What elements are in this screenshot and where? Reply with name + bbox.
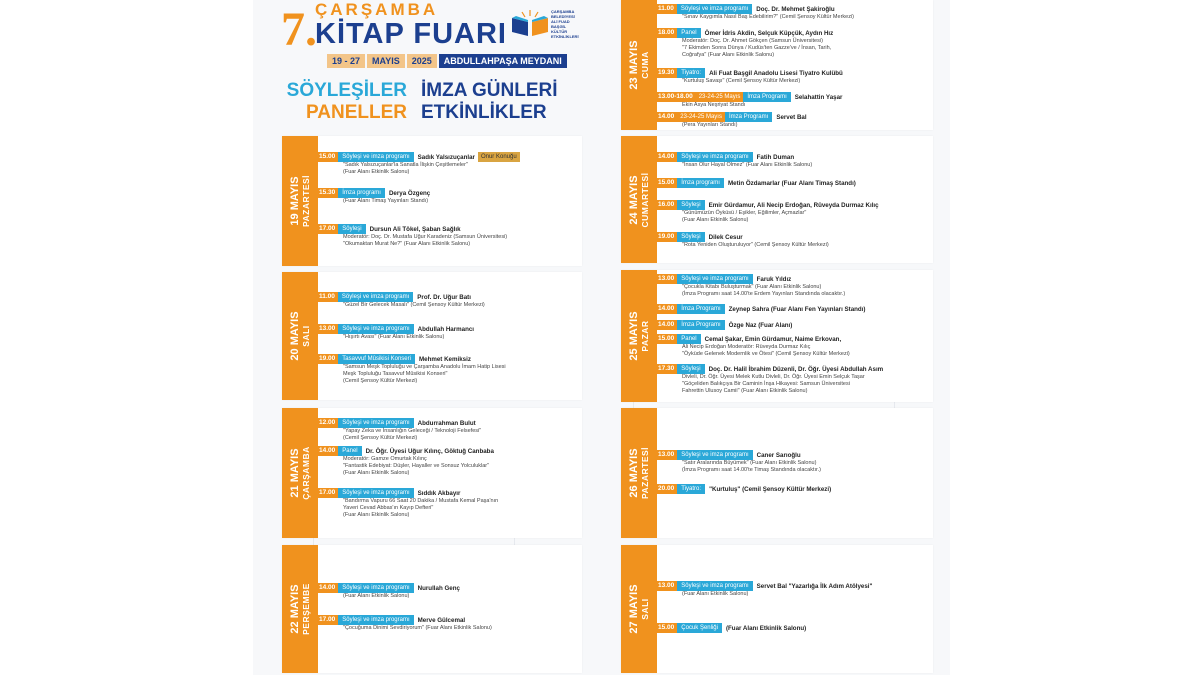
day-weekday: SALI xyxy=(301,325,311,347)
day-card xyxy=(621,408,933,538)
event-speaker: Ömer İdris Akdin, Selçuk Küpçük, Aydın Hız xyxy=(704,29,834,37)
event-time: 17.00 xyxy=(316,615,338,625)
event-speaker: Özge Naz (Fuar Alanı) xyxy=(728,321,793,329)
event-header xyxy=(655,581,933,591)
section-title-left xyxy=(277,80,407,124)
day-tab xyxy=(282,272,318,400)
event-speaker: Metin Özdamarlar (Fuar Alanı Timaş Standı) xyxy=(727,179,856,187)
event-item xyxy=(316,188,582,205)
event-speaker: Faruk Yıldız xyxy=(756,275,792,283)
poster-header xyxy=(253,0,598,130)
event-time: 13.00-18.00 xyxy=(655,92,696,102)
event-speaker: Sıddık Akbayır xyxy=(417,489,461,497)
event-item xyxy=(655,450,933,474)
date-bar xyxy=(327,54,567,68)
event-speaker: (Fuar Alanı Etkinlik Salonu) xyxy=(725,624,807,632)
day-card xyxy=(282,272,582,400)
event-item xyxy=(655,320,933,330)
event-header xyxy=(655,450,933,460)
event-time: 13.00 xyxy=(655,274,677,284)
day-label xyxy=(628,584,650,633)
day-card xyxy=(621,0,933,130)
event-header xyxy=(655,152,933,162)
event-speaker: Cemal Şakar, Emin Gürdamur, Naime Erkovan, xyxy=(704,335,842,343)
fair-title: KİTAP FUARI xyxy=(315,18,507,50)
event-tag: Onur Konuğu xyxy=(478,152,520,162)
event-speaker: Mehmet Kemiksiz xyxy=(418,355,471,363)
event-description: Yaveri Cevad Abbas'ın Kayıp Defteri" xyxy=(343,505,434,511)
event-item xyxy=(316,324,582,341)
event-item xyxy=(655,200,933,224)
event-item xyxy=(316,292,582,309)
event-type: Söyleşi ve imza programı xyxy=(338,488,413,498)
day-weekday: CUMA xyxy=(640,51,650,79)
event-type: Söyleşi ve imza programı xyxy=(677,274,752,284)
day-card xyxy=(621,136,933,263)
event-item xyxy=(316,354,582,385)
event-speaker: Nurullah Genç xyxy=(417,584,460,592)
event-item xyxy=(655,178,933,188)
event-header xyxy=(316,188,582,198)
event-item xyxy=(316,418,582,442)
event-speaker: Dr. Öğr. Üyesi Uğur Kılınç, Göktuğ Canbaba xyxy=(365,447,494,455)
day-date: 25 MAYIS xyxy=(628,311,640,361)
event-description: Moderatör: Doç. Dr. Mustafa Uğur Karadeniz (Samsun Üniversitesi) xyxy=(343,234,508,240)
event-speaker: Derya Özgenç xyxy=(388,189,431,197)
event-description: (Fuar Alanı Timaş Yayınları Standı) xyxy=(343,198,429,204)
event-description: "Günümüzün Öyküsü / Eşikler, Eğilimler, Açmazlar" xyxy=(682,210,807,216)
event-item xyxy=(316,224,582,248)
day-card xyxy=(621,270,933,402)
event-speaker: Dursun Ali Tökel, Şaban Sağlık xyxy=(369,225,461,233)
event-time: 14.00 xyxy=(655,320,677,330)
event-speaker: Fatih Duman xyxy=(756,153,795,161)
event-item xyxy=(655,623,933,633)
event-description: Moderatör: Gamze Omurtak Kılınç xyxy=(343,456,427,462)
event-speaker: Caner Sarıoğlu xyxy=(756,451,801,459)
event-time: 15.30 xyxy=(316,188,338,198)
event-item xyxy=(316,615,582,632)
event-type: Söyleşi xyxy=(338,224,365,234)
day-card xyxy=(621,545,933,673)
event-description: "Sadık Yalsızuçanlar'la Sanatla İlişkin Çeşitlemeler" xyxy=(343,162,468,168)
event-item xyxy=(655,232,933,249)
event-header xyxy=(655,200,933,210)
event-description: Fahrettin Ulusoy Camii" (Fuar Alanı Etkinlik Salonu) xyxy=(682,388,808,394)
event-item xyxy=(655,581,933,598)
event-time: 16.00 xyxy=(655,200,677,210)
event-description: "7 Ekimden Sonra Dünya / Kudüs'ten Gazze've / İnsan, Tarih, xyxy=(682,45,832,51)
logo-text: ÇARŞAMBA BELEDİYESİ ALİ FUAD BAŞGİL KÜLTÜR ETKİNLİKLERİ xyxy=(551,9,579,39)
event-description: Coğrafya" (Fuar Alanı Etkinlik Salonu) xyxy=(682,52,775,58)
event-item xyxy=(655,304,933,314)
event-description: (Fuar Alanı Etkinlik Salonu) xyxy=(682,217,749,223)
event-description: "Çocuğuma Dinimi Sevdiriyorum" (Fuar Alanı Etkinlik Salonu) xyxy=(343,625,492,631)
event-description: Divleli, Dr. Öğr. Üyesi Melek Kutlu Divleli, Dr. Öğr. Üyesi Emin Selçuk Taşar xyxy=(682,374,865,380)
day-tab xyxy=(282,136,318,266)
event-description: (Fuar Alanı Etkinlik Salonu) xyxy=(343,169,410,175)
title-paneller: PANELLER xyxy=(306,102,407,123)
event-time: 14.00 xyxy=(316,446,338,456)
event-speaker: Servet Bal "Yazarlığa İlk Adım Atölyesi" xyxy=(756,582,873,590)
day-date: 27 MAYIS xyxy=(628,584,640,634)
event-type: İmza Programı xyxy=(725,112,772,122)
event-description: (Fuar Alanı Etkinlik Salonu) xyxy=(343,512,410,518)
day-label xyxy=(628,447,650,499)
event-type: İmza Programı xyxy=(677,320,724,330)
event-description: "Çocukla Kitabı Buluşturmak" (Fuar Alanı Etkinlik Salonu) xyxy=(682,284,822,290)
event-time: 14.00 xyxy=(316,583,338,593)
event-header xyxy=(316,583,582,593)
event-type: Söyleşi ve imza programı xyxy=(677,4,752,14)
event-description: Meşk Topluluğu Tasavvuf Mûsikisi Konseri" xyxy=(343,371,448,377)
event-item xyxy=(316,583,582,600)
event-type: Söyleşi ve imza programı xyxy=(338,324,413,334)
event-header xyxy=(655,28,933,38)
event-item xyxy=(655,274,933,298)
event-speaker: Emir Gürdamur, Ali Necip Erdoğan, Rüveyda Durmaz Kılıç xyxy=(708,201,879,209)
event-description: "Güzel Bir Gelecek Masalı" (Cemil Şensoy Kültür Merkezi) xyxy=(343,302,485,308)
title-etkinlikler: ETKİNLİKLER xyxy=(421,102,547,123)
event-type: Söyleşi ve imza programı xyxy=(338,583,413,593)
day-card xyxy=(282,136,582,266)
event-time: 20.00 xyxy=(655,484,677,494)
event-date-chip: 23-24-25 Mayıs xyxy=(677,112,725,122)
event-description: "Satır Aralarında Büyümek" (Fuar Alanı Etkinlik Salonu) xyxy=(682,460,817,466)
event-description: "Kurtuluş Savaşı" (Cemil Şensoy Kültür Merkezi) xyxy=(682,78,801,84)
event-header xyxy=(655,304,933,314)
day-label xyxy=(289,311,311,360)
event-header xyxy=(655,112,933,122)
event-header xyxy=(655,178,933,188)
event-header xyxy=(655,68,933,78)
day-date: 23 MAYIS xyxy=(628,40,640,90)
event-header xyxy=(316,615,582,625)
event-description: (İmza Programı saat 14.00'te Timaş Standında olacaktır.) xyxy=(682,467,821,473)
day-label xyxy=(628,40,650,89)
day-tab xyxy=(621,545,657,673)
day-date: 21 MAYIS xyxy=(289,448,301,498)
event-description: (Fuar Alanı Etkinlik Salonu) xyxy=(343,470,410,476)
event-item xyxy=(316,152,582,176)
event-type: İmza programı xyxy=(677,178,724,188)
day-label xyxy=(289,583,311,635)
event-speaker: Servet Bal xyxy=(776,113,807,121)
event-item xyxy=(655,364,933,395)
event-type: Söyleşi ve imza programı xyxy=(677,450,752,460)
event-type: Panel xyxy=(338,446,361,456)
event-type: Söyleşi ve imza programı xyxy=(677,581,752,591)
event-type: Söyleşi xyxy=(677,232,704,242)
event-time: 11.00 xyxy=(655,4,677,14)
day-tab xyxy=(621,0,657,130)
event-type: İmza Programı xyxy=(677,304,724,314)
event-description: Ekin Asya Neşriyat Standı xyxy=(682,102,746,108)
day-tab xyxy=(621,136,657,263)
event-time: 14.00 xyxy=(655,152,677,162)
event-item xyxy=(655,112,933,129)
event-header xyxy=(655,320,933,330)
book-logo-icon xyxy=(508,8,552,38)
day-date: 24 MAYIS xyxy=(628,174,640,225)
event-description: "Fantastik Edebiyat: Düşler, Hayaller ve Sonsuz Yolculuklar" xyxy=(343,463,490,469)
event-header xyxy=(655,92,933,102)
event-time: 19.00 xyxy=(316,354,338,364)
event-speaker: Ali Fuat Başgil Anadolu Lisesi Tiyatro Kulübü xyxy=(709,69,843,77)
event-description: (Cemil Şensoy Kültür Merkezi) xyxy=(343,378,418,384)
event-speaker: Merve Gülcemal xyxy=(417,616,466,624)
edition-number: 7. xyxy=(281,3,317,56)
event-description: (Fuar Alanı Etkinlik Salonu) xyxy=(682,591,749,597)
day-weekday: PAZAR xyxy=(640,320,650,352)
event-header xyxy=(316,224,582,234)
day-weekday: ÇARŞAMBA xyxy=(301,446,311,500)
event-header xyxy=(316,446,582,456)
event-description: "Bandırma Vapuru 66 Saat 20 Dakika / Mustafa Kemal Paşa'nın xyxy=(343,498,499,504)
event-type: Söyleşi xyxy=(677,200,704,210)
event-description: (İmza Programı saat 14.00'te Erdem Yayınları Standında olacaktır.) xyxy=(682,291,846,297)
date-range: 19 - 27 xyxy=(327,54,365,68)
event-header xyxy=(655,484,933,494)
event-time: 14.00 xyxy=(655,112,677,122)
event-speaker: Abdurrahman Bulut xyxy=(417,419,476,427)
event-description: "Hışırtı Avası" (Fuar Alanı Etkinlik Salonu) xyxy=(343,334,445,340)
day-tab xyxy=(282,408,318,538)
day-date: 20 MAYIS xyxy=(289,311,301,361)
poster xyxy=(253,0,950,675)
event-time: 17.30 xyxy=(655,364,677,374)
event-type: Söyleşi ve imza programı xyxy=(338,152,413,162)
event-description: "İnsan Olur Hayal Olmez" (Fuar Alanı Etkinlik Salonu) xyxy=(682,162,813,168)
event-type: Söyleşi ve imza programı xyxy=(677,152,752,162)
event-header xyxy=(655,274,933,284)
event-type: Çocuk Şenliği xyxy=(677,623,722,633)
event-description: Moderatör: Doç. Dr. Ahmet Gökçen (Samsun Üniversitesi) xyxy=(682,38,823,44)
event-header xyxy=(655,623,933,633)
event-item xyxy=(655,152,933,169)
event-speaker: Selahattin Yaşar xyxy=(794,93,843,101)
event-header xyxy=(655,232,933,242)
day-card xyxy=(282,408,582,538)
day-date: 19 MAYIS xyxy=(289,176,301,226)
day-weekday: PAZARTESİ xyxy=(301,174,311,228)
event-item xyxy=(655,28,933,59)
event-type: Panel xyxy=(677,334,700,344)
event-description: "Öyküde Gelenek Modernlik ve Ötesi" (Cemil Şensoy Kültür Merkezi) xyxy=(682,351,850,357)
day-weekday: PAZARTESİ xyxy=(640,446,650,500)
event-speaker: Doç. Dr. Halil İbrahim Düzenli, Dr. Öğr. Üyesi Abdullah Asım xyxy=(708,365,884,373)
event-item xyxy=(655,4,933,21)
event-date-chip: 23-24-25 Mayıs xyxy=(696,92,744,102)
event-type: Söyleşi ve imza programı xyxy=(338,292,413,302)
day-card xyxy=(282,545,582,673)
event-speaker: Abdullah Harmancı xyxy=(417,325,475,333)
section-title-right xyxy=(421,80,571,124)
event-time: 15.00 xyxy=(655,178,677,188)
event-speaker: "Kurtuluş" (Cemil Şensoy Kültür Merkezi) xyxy=(709,485,832,493)
event-header xyxy=(316,488,582,498)
event-time: 15.00 xyxy=(655,623,677,633)
event-time: 15.00 xyxy=(655,334,677,344)
event-type: Söyleşi xyxy=(677,364,704,374)
event-header xyxy=(316,354,582,364)
event-item xyxy=(655,334,933,358)
event-description: "Yapay Zeka ve İnsanlığın Geleceği / Teknoloji Felsefesi" xyxy=(343,428,482,434)
title-imza-gunleri: İMZA GÜNLERİ xyxy=(421,80,558,101)
event-item xyxy=(316,446,582,477)
event-header xyxy=(316,324,582,334)
event-time: 11.00 xyxy=(316,292,338,302)
event-item xyxy=(316,488,582,519)
event-description: Ali Necip Erdoğan Moderatör: Rüveyda Durmaz Kılıç xyxy=(682,344,811,350)
event-header xyxy=(316,152,582,162)
event-time: 13.00 xyxy=(655,581,677,591)
event-description: "Samsun Meşk Topluluğu ve Çarşamba Anadolu İmam Hatip Lisesi xyxy=(343,364,506,370)
event-header xyxy=(316,418,582,428)
day-weekday: CUMARTESİ xyxy=(640,171,650,228)
day-weekday: PERŞEMBE xyxy=(301,583,311,635)
event-header xyxy=(316,292,582,302)
day-label xyxy=(289,446,311,500)
venue: ABDULLAHPAŞA MEYDANI xyxy=(439,54,567,68)
event-time: 14.00 xyxy=(655,304,677,314)
event-speaker: Zeynep Sahra (Fuar Alanı Fen Yayınları Standı) xyxy=(728,305,866,313)
event-item xyxy=(655,484,933,494)
event-type: Tiyatro: xyxy=(677,484,705,494)
title-soylesiler: SÖYLEŞİLER xyxy=(286,80,407,101)
event-time: 18.00 xyxy=(655,28,677,38)
event-description: (Pera Yayınları Standı) xyxy=(682,122,738,128)
day-weekday: SALI xyxy=(640,598,650,620)
event-time: 13.00 xyxy=(655,450,677,460)
event-time: 13.00 xyxy=(316,324,338,334)
event-time: 19.30 xyxy=(655,68,677,78)
event-header xyxy=(655,4,933,14)
city-name: ÇARŞAMBA xyxy=(315,0,439,19)
event-description: "Sınav Kaygımla Nasıl Baş Edebilirim?" (Cemil Şensoy Kültür Merkezi) xyxy=(682,14,855,20)
date-month: MAYIS xyxy=(367,54,405,68)
event-description: "Göçeliden Balıkçıya Bir Caminin İnşa Hikayesi: Samsun Üniversitesi xyxy=(682,381,850,387)
event-description: "Okumaktan Murat Ne?" (Fuar Alanı Etkinlik Salonu) xyxy=(343,241,471,247)
event-time: 17.00 xyxy=(316,488,338,498)
event-item xyxy=(655,92,933,109)
event-type: İmza programı xyxy=(338,188,385,198)
event-type: Söyleşi ve imza programı xyxy=(338,615,413,625)
event-type: Tiyatro: xyxy=(677,68,705,78)
event-type: Panel xyxy=(677,28,700,38)
event-type: Söyleşi ve imza programı xyxy=(338,418,413,428)
day-tab xyxy=(621,270,657,402)
event-speaker: Dilek Cesur xyxy=(708,233,743,241)
day-date: 22 MAYIS xyxy=(289,584,301,634)
event-time: 17.00 xyxy=(316,224,338,234)
day-tab xyxy=(282,545,318,673)
event-item xyxy=(655,68,933,85)
date-year: 2025 xyxy=(407,54,437,68)
event-header xyxy=(655,364,933,374)
day-tab xyxy=(621,408,657,538)
event-time: 15.00 xyxy=(316,152,338,162)
day-label xyxy=(628,172,650,227)
event-description: (Cemil Şensoy Kültür Merkezi) xyxy=(343,435,418,441)
event-time: 12.00 xyxy=(316,418,338,428)
event-time: 19.00 xyxy=(655,232,677,242)
day-date: 26 MAYIS xyxy=(628,448,640,498)
event-description: (Fuar Alanı Etkinlik Salonu) xyxy=(343,593,410,599)
event-type: İmza Programı xyxy=(743,92,790,102)
event-speaker: Doç. Dr. Mehmet Şakiroğlu xyxy=(756,5,835,13)
event-speaker: Sadık Yalsızuçanlar xyxy=(417,153,475,161)
day-label xyxy=(628,311,650,360)
event-type: Tasavvuf Mûsikisi Konseri xyxy=(338,354,415,364)
day-label xyxy=(289,175,311,227)
event-header xyxy=(655,334,933,344)
event-description: "Rota Yeniden Oluşturuluyor" (Cemil Şensoy Kültür Merkezi) xyxy=(682,242,829,248)
event-speaker: Prof. Dr. Uğur Batı xyxy=(417,293,471,301)
